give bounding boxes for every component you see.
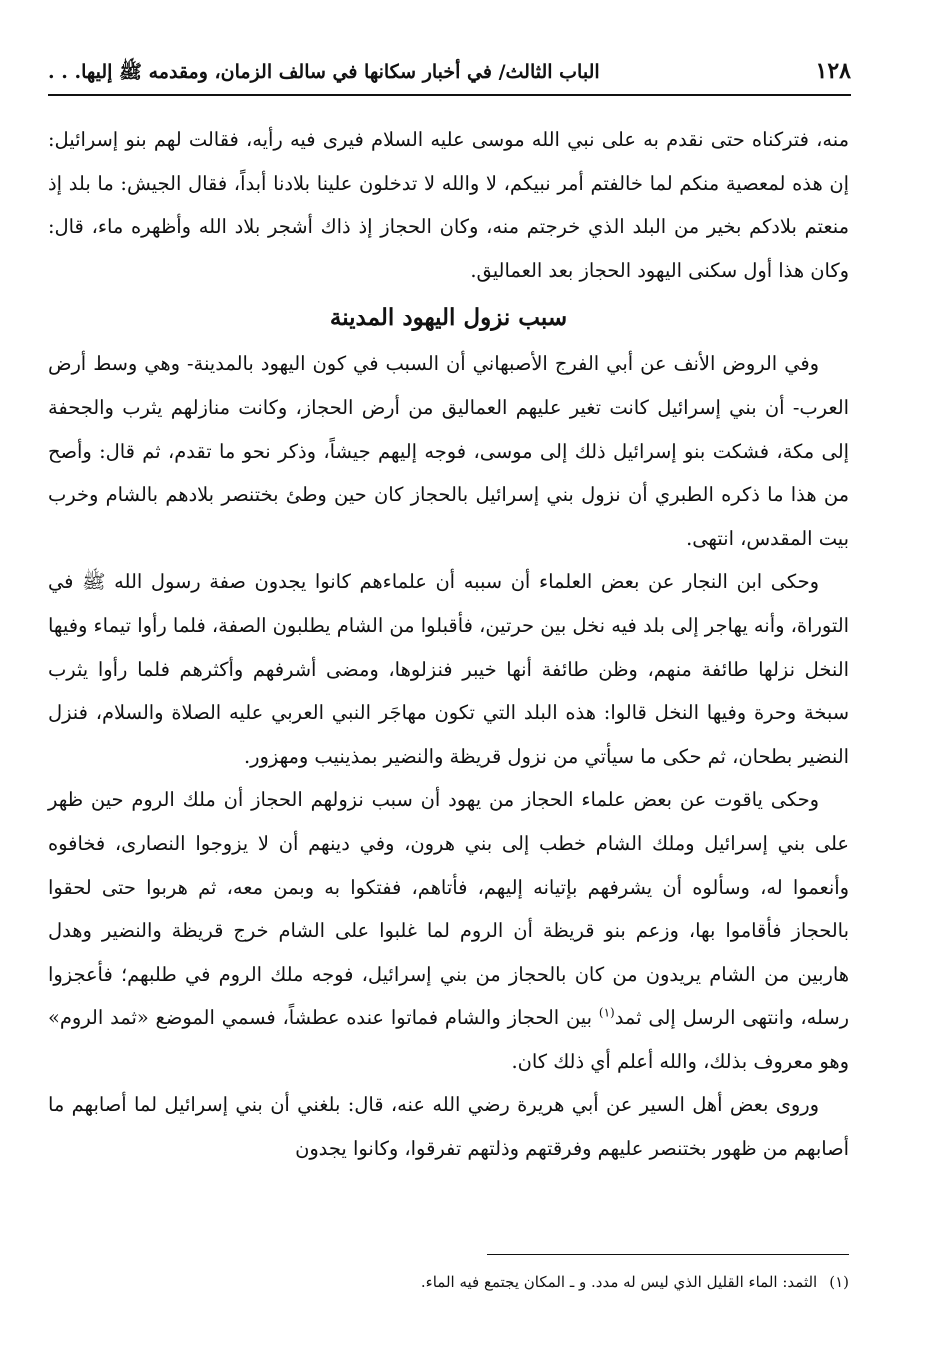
footnote-reference[interactable]: (١) <box>598 1005 615 1020</box>
page-number: ١٢٨ <box>815 58 851 84</box>
paragraph-3-part-b: بين الحجاز والشام فماتوا عنده عطشاً، فسمي الموضع «ثمد الروم» وهو معروف بذلك، والله أعلم أي ذلك كان. <box>48 1006 849 1073</box>
paragraph-2: وحكى ابن النجار عن بعض العلماء أن سببه أن علماءهم كانوا يجدون صفة رسول الله ﷺ في التوراة، وأنه يهاجر إلى بلد فيه نخل بين حرتين، فأقبلوا من الشام يطلبون الصفة، فلما رأوا تيماء وفيها النخل نزلها طائفة منهم، وظن طائفة أنها خيبر فنزلوها، ومضى أشرفهم وأكثرهم فلما رأوا يثرب سبخة وحرة وفيها النخل قالوا: هذه البلد التي تكون مهاجَر النبي العربي عليه الصلاة والسلام، فنزل النضير بطحان، ثم حكى ما سيأتي من نزول قريظة والنضير بمذينيب ومهزور. <box>48 570 849 768</box>
running-header <box>48 52 851 96</box>
paragraph-4: وروى بعض أهل السير عن أبي هريرة رضي الله عنه، قال: بلغني أن بني إسرائيل لما أصابهم ما أصابهم من ظهور بختنصر عليهم وفرقتهم وذلتهم تفرقوا، وكانوا يجدون <box>48 1093 849 1161</box>
chapter-title: الباب الثالث/ في أخبار سكانها في سالف الزمان، ومقدمه ﷺ إليها. . . <box>48 61 600 83</box>
footnote-text: الثمد: الماء القليل الذي ليس له مدد. و ـ المكان يجتمع فيه الماء. <box>420 1273 818 1291</box>
paragraph-3-part-a: وحكى ياقوت عن بعض علماء الحجاز من يهود أن سبب نزولهم الحجاز أن ملك الروم حين ظهر على بني إسرائيل وملك الشام خطب إلى بني هرون، وفي دينهم أن لا يزوجوا النصارى، فخافوه وأنعموا له، وسألوه أن يشرفهم بإتيانه إليهم، فأتاهم، ففتكوا به وبمن معه، ثم هربوا حتى لحقوا بالحجاز فأقاموا بها، وزعم بنو قريظة أن الروم لما غلبوا على الشام خرج قريظة والنضير وهدل هاربين من الشام يريدون من كان بالحجاز من بني إسرائيل، فوجه ملك الروم في طلبهم؛ فأعجزوا رسله، وانتهى الرسل إلى ثمد <box>48 788 850 1030</box>
section-heading: سبب نزول اليهود المدينة <box>329 304 568 332</box>
main-text <box>48 118 849 1171</box>
footnote-divider <box>487 1254 849 1255</box>
paragraph-3 <box>48 778 849 1083</box>
footnote <box>48 1268 849 1296</box>
footnote-marker: (١) <box>829 1273 849 1291</box>
paragraph-intro: منه، فتركناه حتى نقدم به على نبي الله موسى عليه السلام فيرى فيه رأيه، فقالت لهم بنو إسرائيل: إن هذه لمعصية منكم لما خالفتم أمر نبيكم، لا والله لا تدخلون علينا بلادنا أبداً، فقال الجيش: ما بلد إذ منعتم بلادكم بخير من البلد الذي خرجتم منه، وكان الحجاز إذ ذاك أشجر بلاد الله وأظهره ماء، قال: وكان هذا أول سكنى اليهود الحجاز بعد العماليق. <box>48 128 849 282</box>
paragraph-1: وفي الروض الأنف عن أبي الفرج الأصبهاني أن السبب في كون اليهود بالمدينة- وهي وسط أرض العرب- أن بني إسرائيل كانت تغير عليهم العماليق من أرض الحجاز، وكانت منازلهم يثرب والجحفة إلى مكة، فشكت بنو إسرائيل ذلك إلى موسى، فوجه إليهم جيشاً، وذكر نحو ما تقدم، ثم قال: وأصح من هذا ما ذكره الطبري أن نزول بني إسرائيل بالحجاز كان حين وطئ بختنصر بلادهم بالشام وخرب بيت المقدس، انتهى. <box>48 352 849 550</box>
